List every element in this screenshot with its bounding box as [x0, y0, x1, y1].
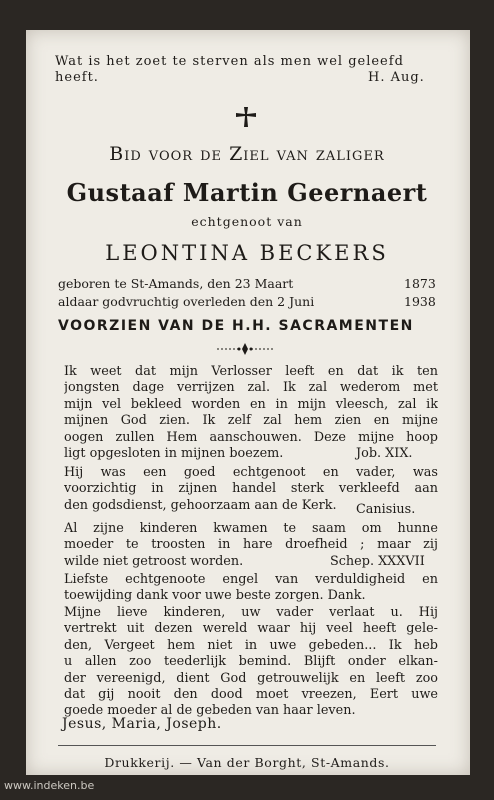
- reference-canisius: Canisius.: [356, 502, 416, 517]
- paragraph-line: wilde niet getroost worden.: [64, 553, 244, 569]
- paragraph-line: den, Vergeet hem niet in uwe gebeden... Ik heb: [64, 637, 438, 653]
- cross-icon: [235, 106, 257, 128]
- footer-divider: [58, 745, 436, 746]
- closing-invocation: Jesus, Maria, Joseph.: [62, 716, 222, 732]
- paragraph-line: oogen zullen Hem aanschouwen. Deze mijne hoop: [64, 429, 438, 445]
- paragraph-line: u allen zoo teederlijk bemind. Blijft onder elkan-: [64, 654, 438, 670]
- paragraph-line: dat gij nooit den dood moet vreezen, Eert uwe: [64, 686, 438, 702]
- paragraph-line: moeder te troosten in hare droefheid ; maar zij: [64, 537, 438, 553]
- paragraph-line: mijnen God zien. Ik zelf zal hem zien en mijne: [64, 413, 438, 429]
- paragraph-line: voorzichtig in zijnen handel sterk verkleefd aan: [64, 481, 438, 497]
- paragraph-line: vertrekt uit dezen wereld waar hij veel heeft gele-: [64, 621, 438, 637]
- watermark: www.indeken.be: [4, 779, 95, 792]
- sacraments-heading: VOORZIEN VAN DE H.H. SACRAMENTEN: [58, 318, 414, 334]
- paragraph-line: jongsten dage verrijzen zal. Ik zal wederom met: [64, 380, 438, 396]
- birth-year: 1873: [404, 276, 436, 291]
- paragraph-line: Liefste echtgenoote engel van verduldigheid en: [64, 572, 438, 587]
- paragraph-line: Ik weet dat mijn Verlosser leeft en dat ik ten: [64, 364, 438, 379]
- quote-line-1: Wat is het zoet te sterven als men wel geleefd: [55, 54, 404, 69]
- ornament-divider-icon: [215, 342, 275, 356]
- birth-text: geboren te St-Amands, den 23 Maart: [58, 276, 294, 291]
- reference-job: Job. XIX.: [356, 446, 413, 461]
- death-year: 1938: [404, 294, 436, 309]
- paragraph-line: den godsdienst, gehoorzaam aan de Kerk.: [64, 497, 337, 513]
- paragraph-line: toewijding dank voor uwe beste zorgen. Dank.: [64, 588, 366, 604]
- paragraph-line: Hij was een goed echtgenoot en vader, was: [64, 465, 438, 480]
- paragraph-line: goede moeder al de gebeden van haar leven.: [64, 703, 356, 719]
- spouse-name: LEONTINA BECKERS: [105, 241, 389, 265]
- quote-author: H. Aug.: [368, 70, 425, 85]
- printer-credit: Drukkerij. — Van der Borght, St-Amands.: [104, 755, 390, 770]
- prayer-heading: Bid voor de Ziel van zaliger: [109, 143, 385, 165]
- paragraph-line: der vereenigd, dient God getrouwelijk en leeft zoo: [64, 670, 438, 686]
- death-text: aldaar godvruchtig overleden den 2 Juni: [58, 294, 315, 309]
- paragraph-line: ligt opgesloten in mijnen boezem.: [64, 445, 284, 461]
- paragraph-line: Al zijne kinderen kwamen te saam om hunne: [64, 521, 438, 536]
- quote-line-2: heeft.: [55, 70, 99, 85]
- spouse-label: echtgenoot van: [191, 214, 303, 229]
- deceased-name: Gustaaf Martin Geernaert: [66, 178, 428, 207]
- paragraph-line: Mijne lieve kinderen, uw vader verlaat u. Hij: [64, 605, 438, 620]
- paragraph-line: mijn vel bekleed worden en in mijn vleesch, zal ik: [64, 396, 438, 412]
- reference-schep: Schep. XXXVII: [330, 554, 425, 569]
- text-paragraph-spouse: [64, 572, 438, 605]
- text-paragraph-children: [64, 605, 438, 720]
